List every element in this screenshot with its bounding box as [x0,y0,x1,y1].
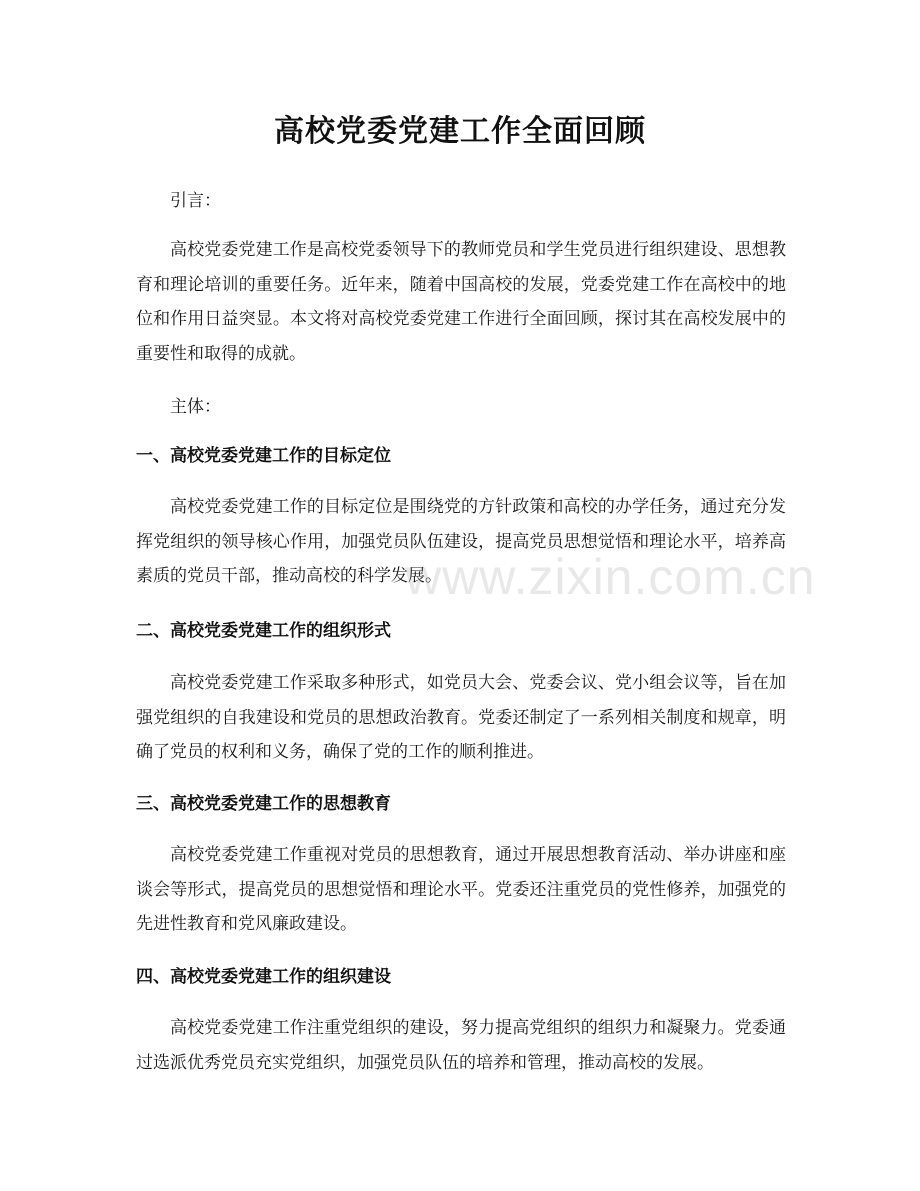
watermark: www.zixin.com.cn [405,549,816,605]
document-title: 高校党委党建工作全面回顾 [274,114,646,149]
intro-paragraph: 高校党委党建工作是高校党委领导下的教师党员和学生党员进行组织建设、思想教育和理论培训的重要任务。近年来，随着中国高校的发展，党委党建工作在高校中的地位和作用日益突显。本文将对高校党委党建工作进行全面回顾，探讨其在高校发展中的重要性和取得的成就。 [136,240,786,364]
section-heading: 四、高校党委党建工作的组织建设 [136,967,391,987]
section-paragraph: 高校党委党建工作注重党组织的建设，努力提高党组织的组织力和凝聚力。党委通过选派优秀党员充实党组织，加强党员队伍的培养和管理，推动高校的发展。 [136,1018,786,1073]
section-paragraph: 高校党委党建工作的目标定位是围绕党的方针政策和高校的办学任务，通过充分发挥党组织的领导核心作用，加强党员队伍建设，提高党员思想觉悟和理论水平，培养高素质的党员干部，推动高校的科学发展。 [136,497,786,586]
section-paragraph: 高校党委党建工作重视对党员的思想教育，通过开展思想教育活动、举办讲座和座谈会等形式，提高党员的思想觉悟和理论水平。党委还注重党员的党性修养，加强党的先进性教育和党风廉政建设。 [136,845,786,934]
section-heading: 二、高校党委党建工作的组织形式 [136,621,391,641]
section-paragraph: 高校党委党建工作采取多种形式，如党员大会、党委会议、党小组会议等，旨在加强党组织的自我建设和党员的思想政治教育。党委还制定了一系列相关制度和规章，明确了党员的权利和义务，确保了党的工作的顺利推进。 [136,673,786,762]
intro-label: 引言： [170,191,221,211]
body-label: 主体： [170,397,221,417]
section-heading: 一、高校党委党建工作的目标定位 [136,446,391,466]
section-heading: 三、高校党委党建工作的思想教育 [136,794,391,814]
